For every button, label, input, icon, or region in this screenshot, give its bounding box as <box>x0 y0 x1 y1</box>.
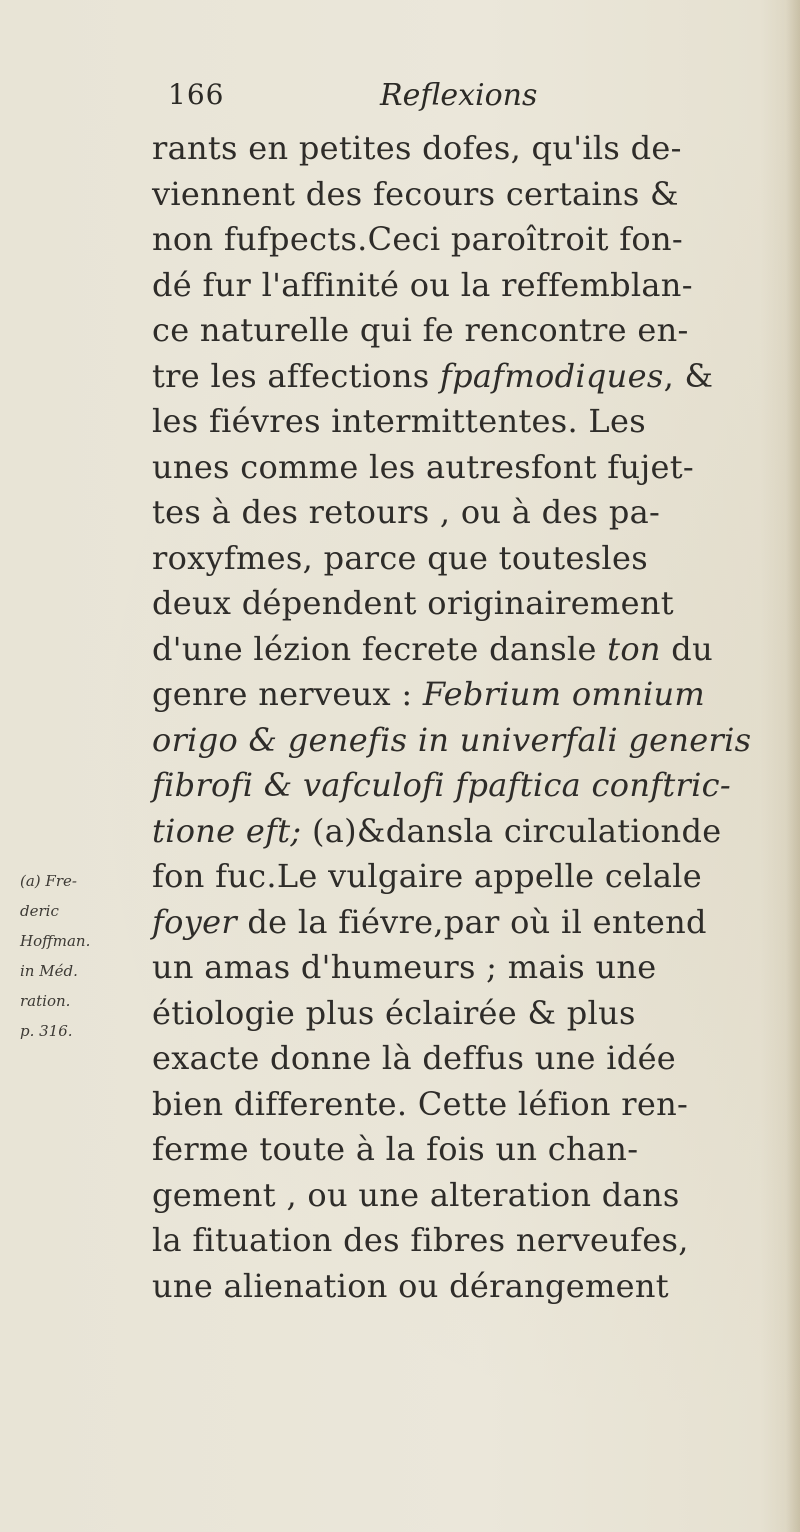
roman-text: unes comme les autresfont fujet- <box>152 447 695 486</box>
roman-text: roxyfmes, parce que toutesles <box>152 538 648 577</box>
text-line <box>152 900 782 946</box>
marginal-note-line: p. 316. <box>20 1022 73 1040</box>
page-number: 166 <box>168 78 225 111</box>
roman-text: fon fuc.Le vulgaire appelle celale <box>152 857 703 895</box>
roman-text: ce naturelle qui fe rencontre en- <box>152 311 689 349</box>
text-line <box>152 445 782 491</box>
text-line <box>152 1127 782 1173</box>
roman-text: deux dépendent originairement <box>152 584 674 622</box>
text-line <box>152 763 782 809</box>
text-line <box>152 490 782 536</box>
text-line <box>152 217 782 263</box>
text-line <box>152 354 782 400</box>
text-line <box>152 718 782 764</box>
marginal-note-line: Hoffman. <box>20 932 91 950</box>
roman-text: exacte donne là deffus une idée <box>152 1039 677 1077</box>
text-line <box>152 308 782 354</box>
marginal-note-line: ration. <box>20 992 71 1010</box>
text-line <box>152 126 782 172</box>
roman-text: un amas d'humeurs ; mais une <box>152 948 657 986</box>
italic-text: fpafmodiques <box>439 356 664 395</box>
marginal-note-line: (a) Fre- <box>20 872 77 890</box>
text-line <box>152 1036 782 1082</box>
roman-text: viennent des fecours certains & <box>152 174 679 213</box>
italic-text: tione eft; <box>152 811 302 850</box>
roman-text: gement , ou une alteration dans <box>152 1175 680 1214</box>
marginal-note-line: in Méd. <box>20 962 78 980</box>
roman-text: genre nerveux : <box>152 675 423 713</box>
marginal-note <box>20 866 146 1046</box>
roman-text: rants en petites dofes, qu'ils de- <box>152 129 682 167</box>
text-line <box>152 627 782 673</box>
roman-text: bien differente. Cette léfion ren- <box>152 1084 689 1123</box>
text-line <box>152 672 782 718</box>
page-edge-shadow <box>786 0 800 1532</box>
text-line <box>152 991 782 1037</box>
text-line <box>152 945 782 991</box>
text-line <box>152 1082 782 1128</box>
italic-text: origo & genefis in univerfali generis <box>152 720 752 759</box>
running-title: Reflexions <box>380 78 538 113</box>
text-line <box>152 536 782 582</box>
text-line <box>152 1218 782 1264</box>
italic-text: fibrofi & vafculofi fpaftica conftric- <box>152 766 731 804</box>
text-line <box>152 263 782 309</box>
roman-text: dé fur l'affinité ou la reffemblan- <box>152 265 693 304</box>
roman-text: d'une lézion fecrete dansle <box>152 629 608 668</box>
text-line <box>152 399 782 445</box>
roman-text: du <box>660 629 713 668</box>
text-line <box>152 1173 782 1219</box>
text-line <box>152 809 782 855</box>
roman-text: les fiévres intermittentes. Les <box>152 402 646 440</box>
italic-text: ton <box>607 629 661 668</box>
roman-text: de la fiévre,par où il entend <box>236 902 707 941</box>
running-head <box>168 78 588 118</box>
roman-text: non fufpects.Ceci paroîtroit fon- <box>152 220 683 258</box>
text-line <box>152 581 782 627</box>
text-line <box>152 172 782 218</box>
roman-text: une alienation ou dérangement <box>152 1266 669 1305</box>
roman-text: , & <box>663 356 714 395</box>
body-text <box>152 126 782 1309</box>
roman-text: tes à des retours , ou à des pa- <box>152 493 661 531</box>
text-line <box>152 1264 782 1310</box>
roman-text: la fituation des fibres nerveufes, <box>152 1221 689 1259</box>
italic-text: Febrium omnium <box>422 675 706 713</box>
roman-text: tre les affections <box>152 356 440 395</box>
italic-text: foyer <box>152 902 237 941</box>
roman-text: étiologie plus éclairée & plus <box>152 993 636 1032</box>
text-line <box>152 854 782 900</box>
roman-text: ferme toute à la fois un chan- <box>152 1130 639 1168</box>
roman-text: (a)&dansla circulationde <box>301 811 722 850</box>
marginal-note-line: deric <box>20 902 59 920</box>
